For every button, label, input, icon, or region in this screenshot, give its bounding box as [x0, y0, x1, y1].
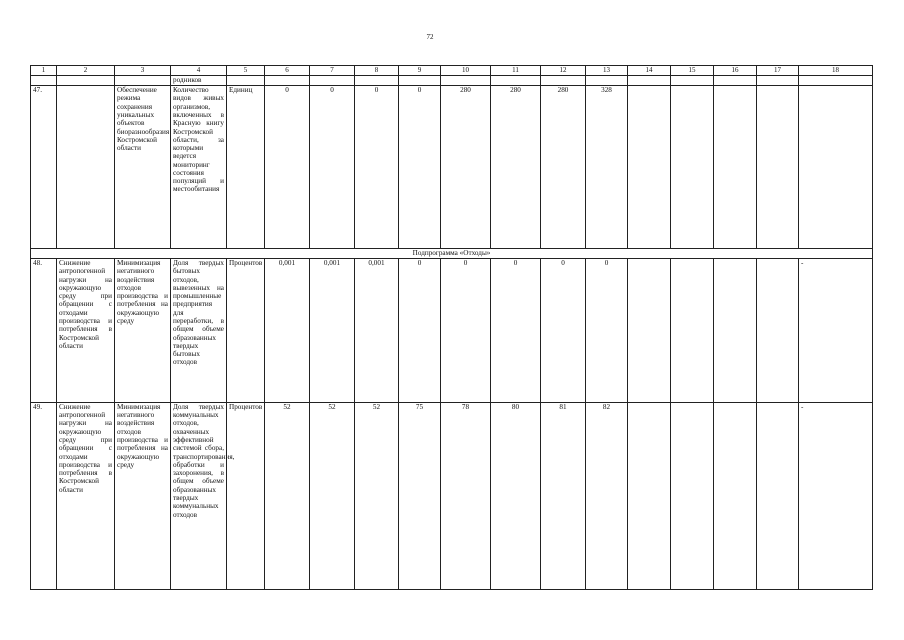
- value-cell: 82: [586, 402, 628, 589]
- value-cell: [714, 259, 757, 403]
- value-cell: 0: [586, 259, 628, 403]
- header-cell: 5: [227, 66, 265, 76]
- value-cell: [714, 86, 757, 249]
- header-cell: 4: [171, 66, 227, 76]
- value-cell: 0: [441, 259, 491, 403]
- header-cell: 1: [31, 66, 57, 76]
- note-cell: [799, 86, 873, 249]
- value-cell: 328: [586, 86, 628, 249]
- note-cell: -: [799, 259, 873, 403]
- value-cell: [628, 259, 671, 403]
- event-cell: Минимизация негативного воздействия отходов производства и потребления на окружающую среду: [115, 259, 171, 403]
- header-cell: 9: [399, 66, 441, 76]
- value-cell: 52: [265, 402, 310, 589]
- value-cell: [757, 259, 799, 403]
- task-cell: [57, 86, 115, 249]
- value-cell: 78: [441, 402, 491, 589]
- header-cell: 13: [586, 66, 628, 76]
- value-cell: 280: [441, 86, 491, 249]
- table-row: [31, 402, 873, 589]
- indicator-cell: Количество видов живых организмов, включенных в Красную книгу Костромской области, за которыми ведется мониторинг состояния популяций и местообитания: [171, 86, 227, 249]
- section-row: [31, 249, 873, 259]
- row-number: 48.: [31, 259, 57, 403]
- table-row: [31, 259, 873, 403]
- unit-cell: Процентов: [227, 402, 265, 589]
- task-cell: Снижение антропогенной нагрузки на окружающую среду при обращении с отходами производства и потребления в Костромской области: [57, 259, 115, 403]
- value-cell: 0: [399, 259, 441, 403]
- value-cell: 52: [355, 402, 399, 589]
- value-cell: [714, 402, 757, 589]
- note-cell: -: [799, 402, 873, 589]
- row-number: 49.: [31, 402, 57, 589]
- indicator-cell: Доля твердых коммунальных отходов, охваченных эффективной системой сбора, транспортирования, обработки и захоронения, в общем объеме образованных твердых коммунальных отходов: [171, 402, 227, 589]
- value-cell: 75: [399, 402, 441, 589]
- value-cell: [757, 86, 799, 249]
- continuation-text: родников: [171, 76, 227, 86]
- section-title: Подпрограмма «Отходы»: [31, 249, 873, 259]
- header-cell: 8: [355, 66, 399, 76]
- value-cell: 0,001: [265, 259, 310, 403]
- value-cell: [757, 402, 799, 589]
- continuation-row: [31, 76, 873, 86]
- value-cell: 80: [491, 402, 541, 589]
- value-cell: [671, 86, 714, 249]
- unit-cell: Процентов: [227, 259, 265, 403]
- header-cell: 15: [671, 66, 714, 76]
- header-cell: 16: [714, 66, 757, 76]
- value-cell: [628, 86, 671, 249]
- header-cell: 14: [628, 66, 671, 76]
- header-cell: 2: [57, 66, 115, 76]
- row-number: 47.: [31, 86, 57, 249]
- header-cell: 6: [265, 66, 310, 76]
- task-cell: Снижение антропогенной нагрузки на окружающую среду при обращении с отходами производства и потребления в Костромской области: [57, 402, 115, 589]
- value-cell: 0,001: [310, 259, 355, 403]
- header-cell: 12: [541, 66, 586, 76]
- indicators-table: [30, 65, 873, 590]
- event-cell: Обеспечение режима сохранения уникальных объектов биоразнообразия Костромской области: [115, 86, 171, 249]
- header-row: [31, 66, 873, 76]
- header-cell: 17: [757, 66, 799, 76]
- event-cell: Минимизация негативного воздействия отходов производства и потребления на окружающую среду: [115, 402, 171, 589]
- value-cell: 0,001: [355, 259, 399, 403]
- header-cell: 10: [441, 66, 491, 76]
- value-cell: 52: [310, 402, 355, 589]
- value-cell: 0: [399, 86, 441, 249]
- header-cell: 7: [310, 66, 355, 76]
- page-number: 72: [426, 33, 434, 41]
- value-cell: 280: [491, 86, 541, 249]
- value-cell: 0: [541, 259, 586, 403]
- value-cell: [671, 259, 714, 403]
- unit-cell: Единиц: [227, 86, 265, 249]
- value-cell: [628, 402, 671, 589]
- value-cell: 0: [355, 86, 399, 249]
- value-cell: 0: [310, 86, 355, 249]
- value-cell: 0: [265, 86, 310, 249]
- indicator-cell: Доля твердых бытовых отходов, вывезенных на промышленные предприятия для переработки, в общем объеме образованных твердых бытовых отходов: [171, 259, 227, 403]
- header-cell: 18: [799, 66, 873, 76]
- table-row: [31, 86, 873, 249]
- header-cell: 3: [115, 66, 171, 76]
- header-cell: 11: [491, 66, 541, 76]
- value-cell: [671, 402, 714, 589]
- value-cell: 280: [541, 86, 586, 249]
- value-cell: 0: [491, 259, 541, 403]
- value-cell: 81: [541, 402, 586, 589]
